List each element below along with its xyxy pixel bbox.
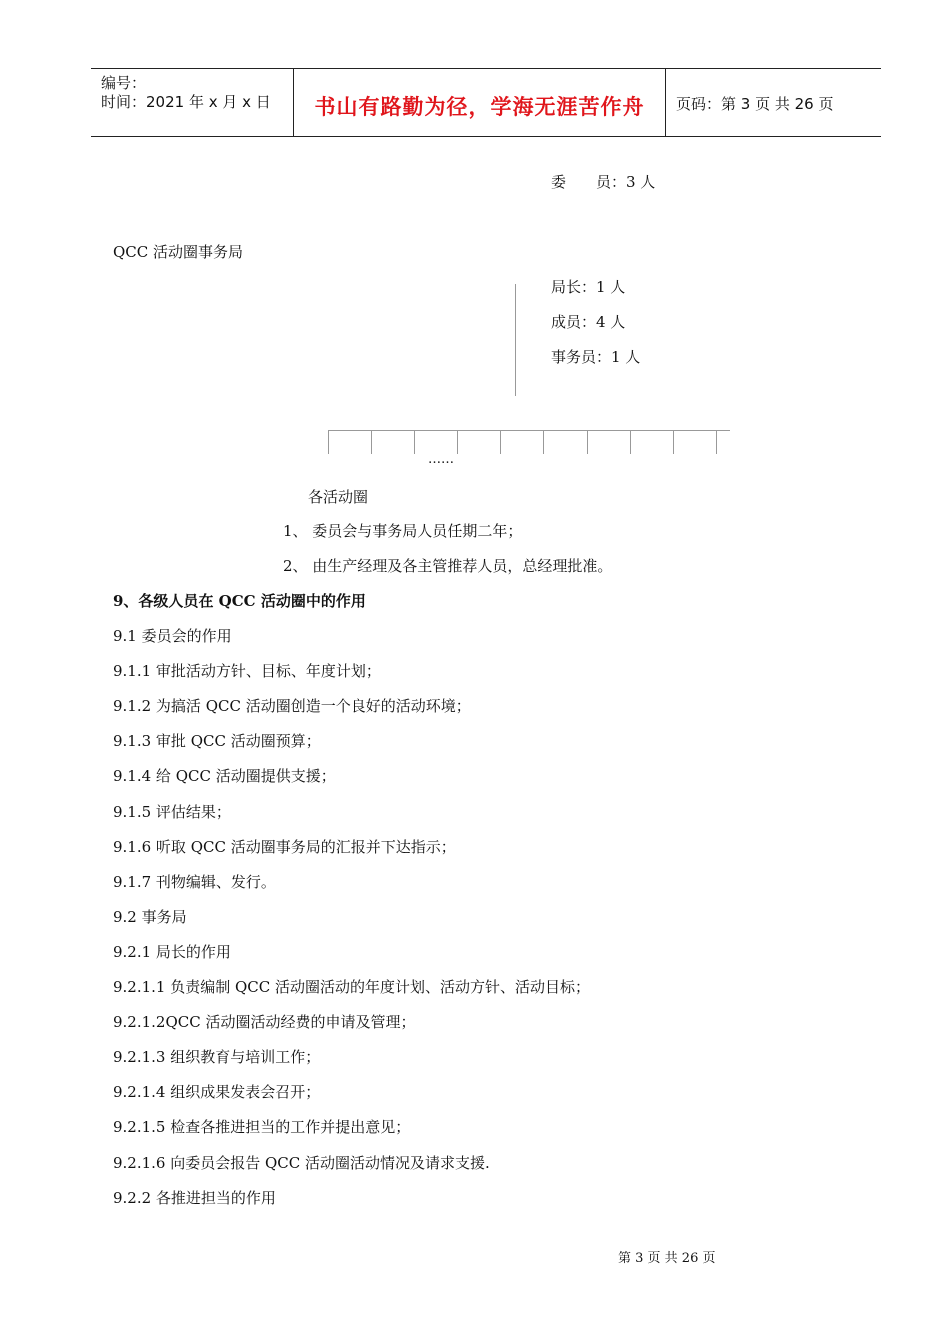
bureau-clerks: 事务员：1 人 bbox=[551, 348, 641, 366]
org-branch-tick bbox=[414, 430, 415, 454]
org-branch-tick bbox=[630, 430, 631, 454]
body-line: 9.1.1 审批活动方针、目标、年度计划； bbox=[113, 662, 381, 680]
body-line: 9.2.2 各推进担当的作用 bbox=[113, 1189, 276, 1207]
org-branch-tick bbox=[328, 430, 329, 454]
note-item: 2、 由生产经理及各主管推荐人员，总经理批准。 bbox=[283, 557, 613, 575]
body-line: 9.2.1.2QCC 活动圈活动经费的申请及管理； bbox=[113, 1013, 416, 1031]
body-line: 9.1.7 刊物编辑、发行。 bbox=[113, 873, 276, 891]
header-meta bbox=[91, 69, 293, 136]
body-line: 9.1 委员会的作用 bbox=[113, 627, 232, 645]
body-line: 9.2.1.4 组织成果发表会召开； bbox=[113, 1083, 321, 1101]
body-line: 9.1.2 为搞活 QCC 活动圈创造一个良好的活动环境； bbox=[113, 697, 471, 715]
committee-members: 委 员：3 人 bbox=[551, 173, 656, 191]
page-header bbox=[91, 68, 881, 137]
activity-circles: 各活动圈 bbox=[308, 488, 369, 506]
org-branch-tick bbox=[371, 430, 372, 454]
doc-time-label: 时间：2021 年 x 月 x 日 bbox=[101, 93, 271, 111]
org-branch-tick bbox=[673, 430, 674, 454]
org-ellipsis: …… bbox=[428, 452, 454, 467]
note-item: 1、 委员会与事务局人员任期二年； bbox=[283, 522, 523, 540]
page-footer: 第 3 页 共 26 页 bbox=[618, 1251, 716, 1266]
body-line: 9.1.3 审批 QCC 活动圈预算； bbox=[113, 732, 321, 750]
body-line: 9.2.1 局长的作用 bbox=[113, 943, 231, 961]
header-page-cell bbox=[666, 69, 881, 136]
bureau-title: QCC 活动圈事务局 bbox=[113, 243, 244, 261]
header-motto-cell bbox=[293, 69, 666, 136]
body-line: 9.2.1.1 负责编制 QCC 活动圈活动的年度计划、活动方针、活动目标； bbox=[113, 978, 591, 996]
org-branch-tick bbox=[587, 430, 588, 454]
org-connector-horizontal bbox=[328, 430, 730, 431]
bureau-director: 局长：1 人 bbox=[551, 278, 626, 296]
org-branch-tick bbox=[500, 430, 501, 454]
body-line: 9.1.4 给 QCC 活动圈提供支援； bbox=[113, 767, 336, 785]
header-motto: 书山有路勤为径，学海无涯苦作舟 bbox=[314, 94, 645, 119]
section-title: 9、各级人员在 QCC 活动圈中的作用 bbox=[113, 592, 366, 610]
body-line: 9.2.1.5 检查各推进担当的工作并提出意见； bbox=[113, 1118, 411, 1136]
org-connector-vertical bbox=[515, 284, 516, 396]
org-branch-tick bbox=[716, 430, 717, 454]
body-line: 9.2.1.6 向委员会报告 QCC 活动圈活动情况及请求支援. bbox=[113, 1154, 490, 1172]
body-line: 9.2.1.3 组织教育与培训工作； bbox=[113, 1048, 321, 1066]
header-page-info: 页码：第 3 页 共 26 页 bbox=[676, 95, 834, 113]
bureau-members: 成员：4 人 bbox=[551, 313, 626, 331]
doc-number-label: 编号： bbox=[101, 74, 147, 92]
org-branch-tick bbox=[543, 430, 544, 454]
body-line: 9.1.6 听取 QCC 活动圈事务局的汇报并下达指示； bbox=[113, 838, 456, 856]
org-branch-tick bbox=[457, 430, 458, 454]
body-line: 9.1.5 评估结果； bbox=[113, 803, 231, 821]
body-line: 9.2 事务局 bbox=[113, 908, 187, 926]
